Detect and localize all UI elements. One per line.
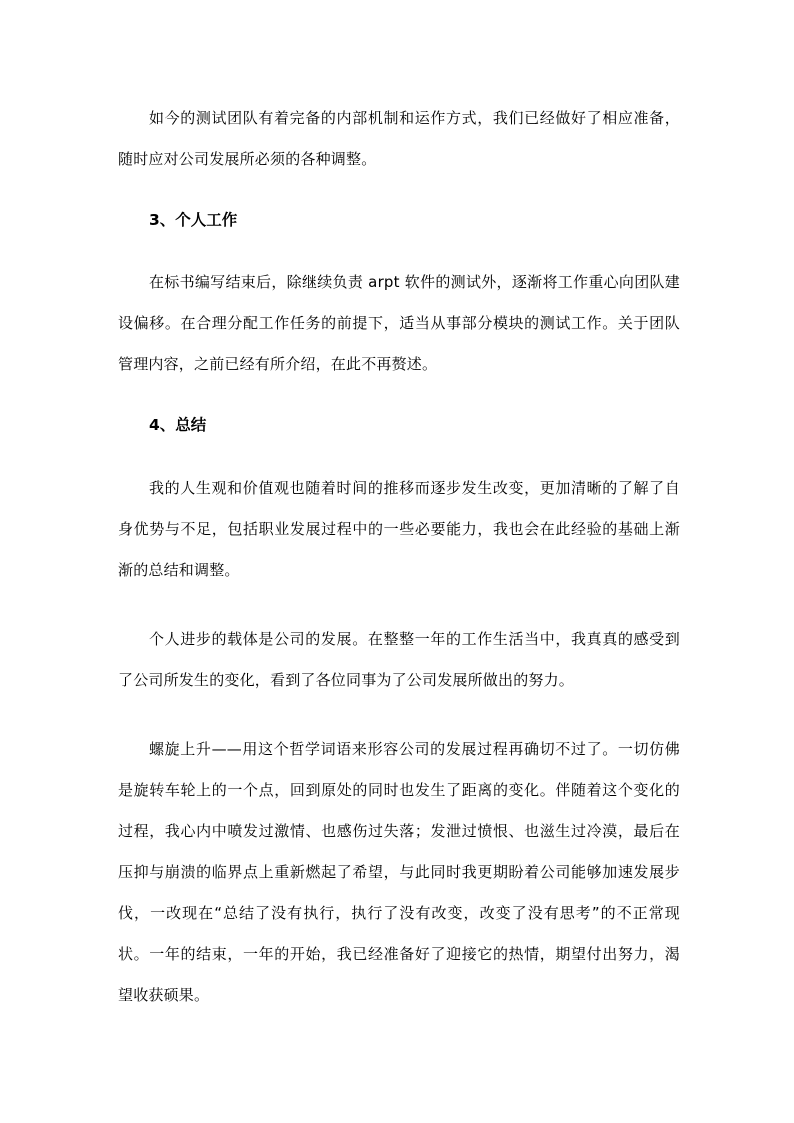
- paragraph-team-readiness: 如今的测试团队有着完备的内部机制和运作方式，我们已经做好了相应准备，随时应对公司发展所必须的各种调整。: [118, 109, 680, 168]
- heading-summary: 4、总结: [149, 416, 207, 434]
- paragraph-personal-work: 在标书编写结束后，除继续负责 arpt 软件的测试外，逐渐将工作重心向团队建设偏移。在合理分配工作任务的前提下，适当从事部分模块的测试工作。关于团队管理内容，之前已经有所介绍，在此不再赘述。: [118, 273, 680, 373]
- paragraph-spiral-rise: 螺旋上升——用这个哲学词语来形容公司的发展过程再确切不过了。一切仿佛是旋转车轮上的一个点，回到原处的同时也发生了距离的变化。伴随着这个变化的过程，我心内中喷发过激情、也感伤过失落；发泄过愤恨、也滋生过冷漠，最后在压抑与崩溃的临界点上重新燃起了希望，与此同时我更期盼着公司能够加速发展步伐，一改现在“总结了没有执行，执行了没有改变，改变了没有思考”的不正常现状。一年的结束，一年的开始，我已经准备好了迎接它的热情，期望付出努力，渴望收获硕果。: [118, 740, 680, 1004]
- paragraph-values: 我的人生观和价值观也随着时间的推移而逐步发生改变，更加清晰的了解了自身优势与不足，包括职业发展过程中的一些必要能力，我也会在此经验的基础上渐渐的总结和调整。: [118, 479, 680, 579]
- heading-personal-work: 3、个人工作: [149, 211, 238, 229]
- paragraph-company-growth: 个人进步的载体是公司的发展。在整整一年的工作生活当中，我真真的感受到了公司所发生的变化，看到了各位同事为了公司发展所做出的努力。: [118, 630, 680, 689]
